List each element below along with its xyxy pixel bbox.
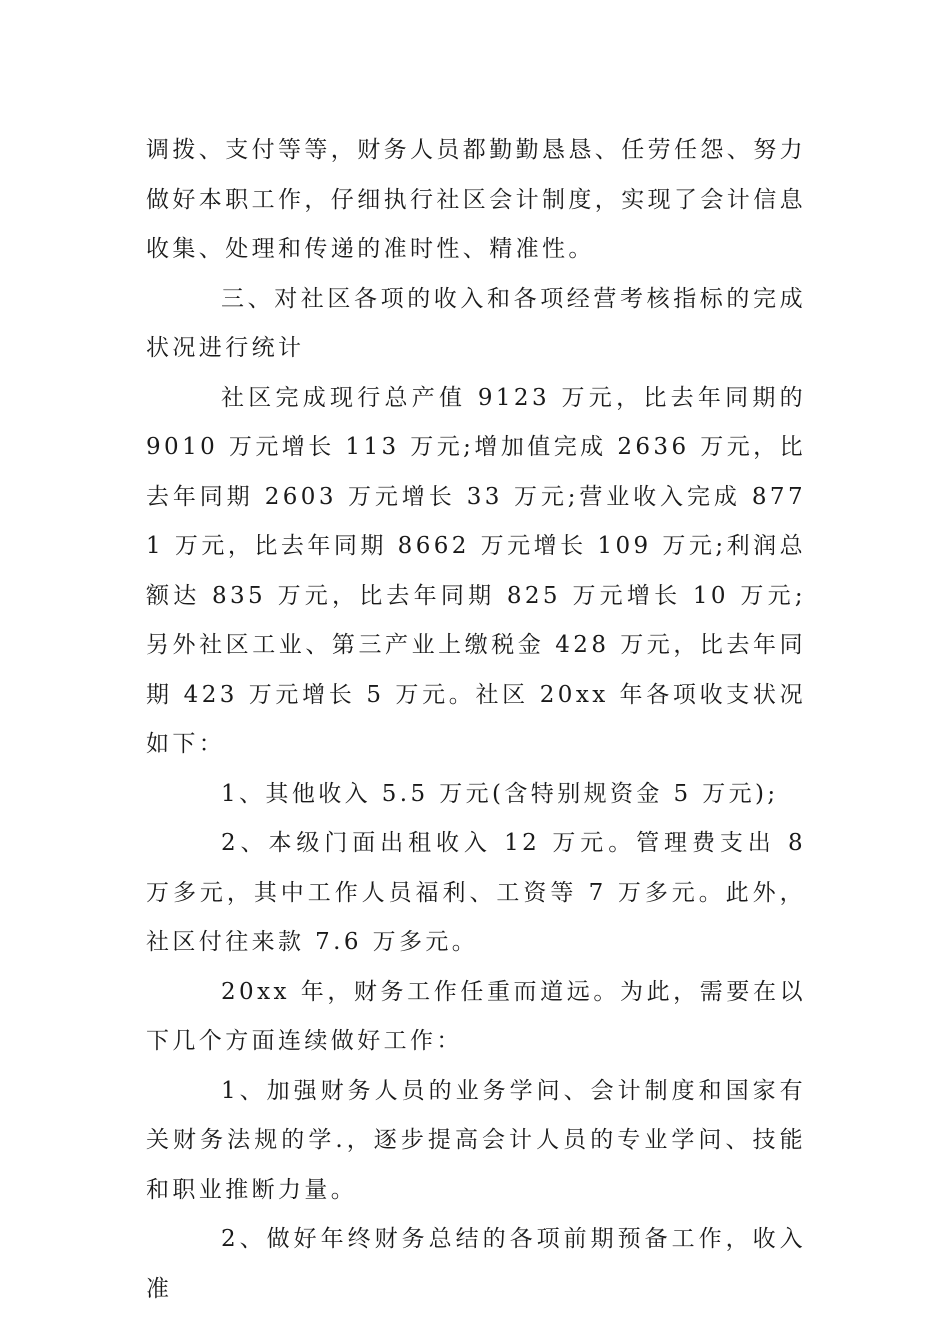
list-item-year-end-prep: 2、做好年终财务总结的各项前期预备工作，收入准 <box>146 1226 806 1302</box>
list-item-training: 1、加强财务人员的业务学问、会计制度和国家有关财务法规的学.，逐步提高会计人员的专业学问、技能和职业推断力量。 <box>146 1077 806 1203</box>
list-item-rental-income: 2、本级门面出租收入 12 万元。管理费支出 8 万多元，其中工作人员福利、工资等 7 万多元。此外，社区付往来款 7.6 万多元。 <box>146 830 806 955</box>
paragraph-outlook: 20xx 年，财务工作任重而道远。为此，需要在以下几个方面连续做好工作： <box>146 978 806 1054</box>
list-item-other-income: 1、其他收入 5.5 万元(含特别规资金 5 万元); <box>221 780 779 807</box>
document-body <box>146 126 806 1314</box>
paragraph-duties: 调拨、支付等等，财务人员都勤勤恳恳、任劳任怨、努力做好本职工作，仔细执行社区会计制度，实现了会计信息收集、处理和传递的准时性、精准性。 <box>146 137 806 262</box>
paragraph-output-figures: 社区完成现行总产值 9123 万元，比去年同期的 9010 万元增长 113 万元;增加值完成 2636 万元，比去年同期 2603 万元增长 33 万元;营业收入完成 8771 万元，比去年同期 8662 万元增长 109 万元;利润总额达 835 万元，比去年同期 825 万元增长 10 万元;另外社区工业、第三产业上缴税金 428 万元，比去年同期 423 万元增长 5 万元。社区 20xx 年各项收支状况如下： <box>146 384 806 757</box>
section-heading-statistics: 三、对社区各项的收入和各项经营考核指标的完成状况进行统计 <box>146 285 806 361</box>
